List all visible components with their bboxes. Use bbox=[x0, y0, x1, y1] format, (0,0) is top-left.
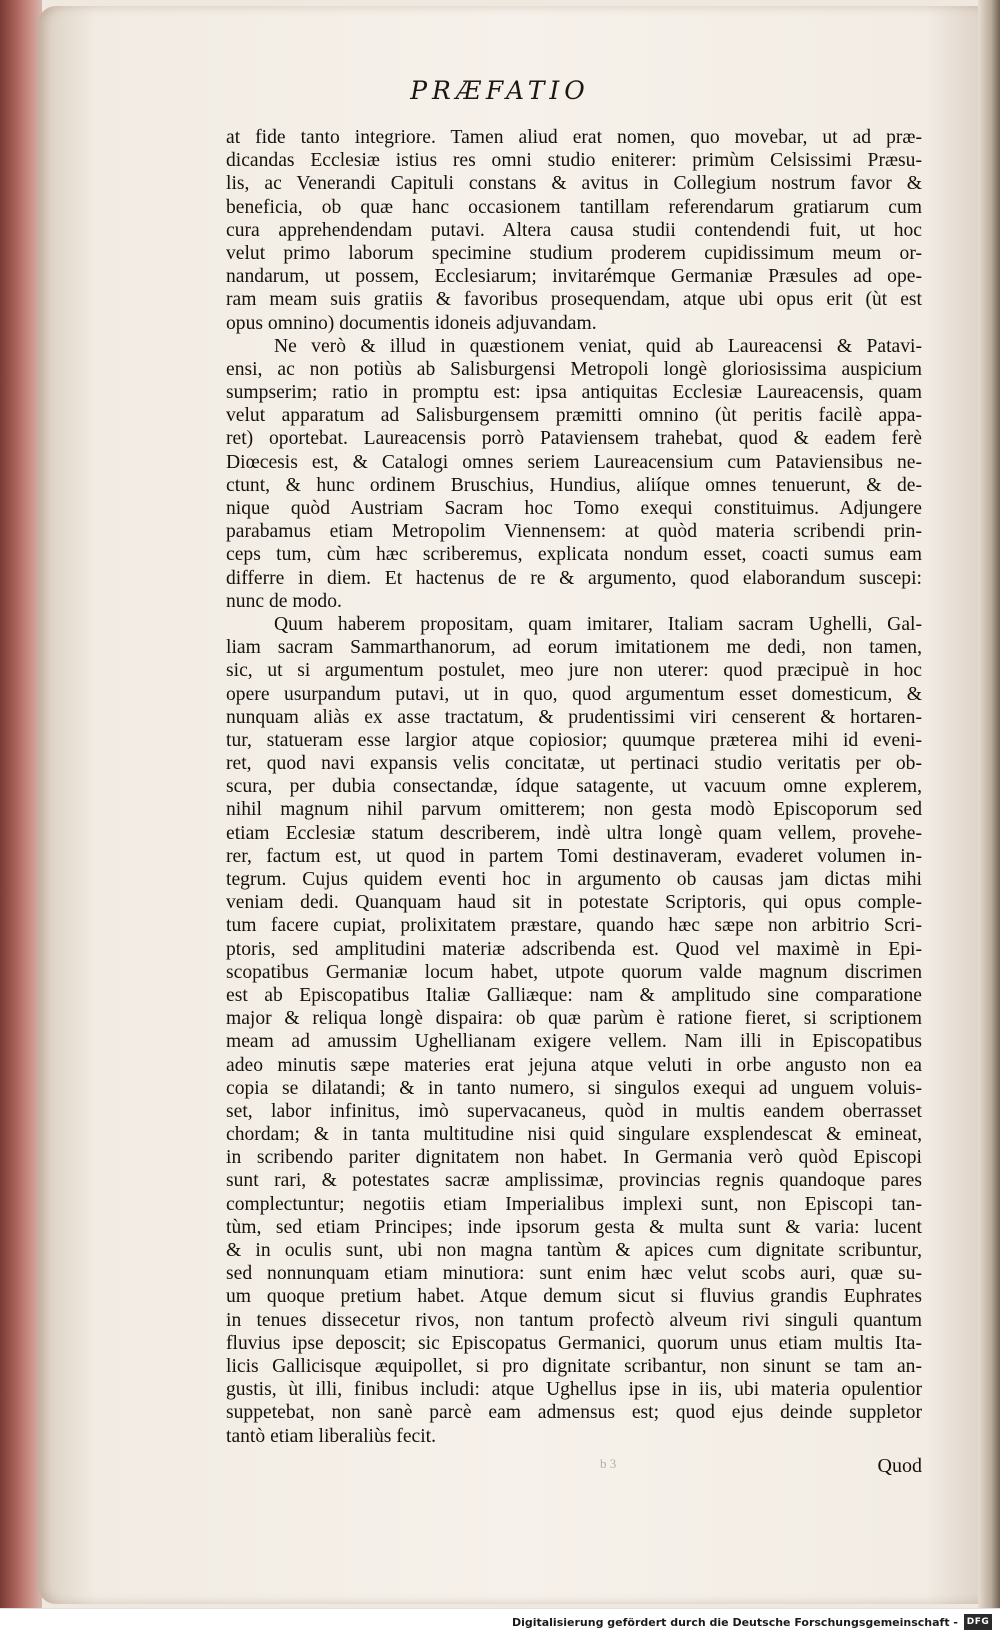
text-line: ensi, ac non potiùs ab Salisburgensi Metropoli longè gloriosissima auspicium bbox=[226, 358, 922, 380]
text-line: parabamus etiam Metropolim Viennensem: at quòd materia scribendi prin- bbox=[226, 521, 922, 543]
text-line: opere usurpandum putavi, ut in quo, quod argumentum esset domesticum, & bbox=[226, 683, 922, 705]
text-line: set, labor infinitus, imò supervacaneus, quòd in multis eandem oberrasset bbox=[226, 1100, 922, 1122]
text-line: in tenues dissecetur rivos, non tantum profectò alveum rivi singuli quantum bbox=[226, 1309, 922, 1331]
text-line: tegrum. Cujus quidem eventi hoc in argumento ob causas jam dictas mihi bbox=[226, 869, 922, 890]
text-line: scopatibus Germaniæ locum habet, utpote quorum valde magnum discrimen bbox=[226, 961, 922, 983]
text-line: est ab Episcopatibus Italiæ Galliæque: nam & amplitudo sine comparatione bbox=[226, 984, 922, 1006]
text-line: lis, ac Venerandi Capituli constans & avitus in Collegium nostrum favor & bbox=[226, 173, 922, 195]
text-line: nunc de modo. bbox=[226, 590, 342, 612]
text-line: Ne verò & illud in quæstionem veniat, quid ab Laureacensi & Patavi- bbox=[274, 335, 922, 357]
body-text bbox=[226, 126, 922, 1448]
text-line: tum facere cupiat, prolixitatem præstare, quando hæc sæpe non arbitrio Scri- bbox=[226, 915, 922, 937]
text-line: tur, statueram esse largior atque copiosior; quumque præterea mihi id eveni- bbox=[226, 729, 922, 751]
text-line: cura apprehendendam putavi. Altera causa studii contendendi fuit, ut hoc bbox=[226, 219, 922, 241]
text-line: tùm, sed etiam Principes; inde ipsorum gesta & multa sunt & varia: lucent bbox=[226, 1216, 922, 1238]
text-line: Diœcesis est, & Catalogi omnes seriem Laureacensium cum Pataviensibus ne- bbox=[226, 451, 922, 473]
text-line: etiam Ecclesiæ statum describerem, indè ultra longè quam vellem, provehe- bbox=[226, 822, 922, 844]
footer-credit: Digitalisierung gefördert durch die Deutsche Forschungsgemeinschaft - bbox=[511, 1616, 958, 1629]
running-head: PRÆFATIO bbox=[410, 76, 590, 105]
text-line: copia se dilatandi; & in tanto numero, si singulos exequi ad unguem voluis- bbox=[226, 1077, 922, 1099]
text-line: & in oculis sunt, ubi non magna tantùm & apices cum dignitate scribuntur, bbox=[226, 1240, 922, 1261]
text-line: opus omnino) documentis idoneis adjuvandam. bbox=[226, 312, 597, 334]
text-line: differre in diem. Et hactenus de re & argumento, quod elaborandum suscepi: bbox=[226, 567, 922, 589]
text-line: sumpserim; ratio in promptu est: ipsa antiquitas Ecclesiæ Laureacensis, quam bbox=[226, 382, 922, 404]
text-line: chordam; & in tanta multitudine nisi quid singulare exsplendescat & emineat, bbox=[226, 1124, 922, 1146]
text-line: nique quòd Austriam Sacram hoc Tomo exequi constituimus. Adjungere bbox=[226, 498, 922, 519]
text-line: gustis, ùt illi, finibus includi: atque Ughellus ipse in iis, ubi materia opulentior bbox=[226, 1379, 922, 1401]
text-line: nihil magnum nihil parvum omitterem; non gesta modò Episcoporum sed bbox=[226, 799, 922, 821]
book-binding-edge bbox=[0, 0, 42, 1608]
text-line: licis Gallicisque æquipollet, si pro dignitate scribantur, non sinunt se tam an- bbox=[226, 1355, 922, 1377]
text-line: ceps tum, cùm hæc scriberemus, explicata nondum esset, coacti sumus eam bbox=[226, 544, 922, 566]
text-line: tantò etiam liberaliùs fecit. bbox=[226, 1425, 437, 1447]
text-line: um quoque pretium habet. Atque demum sicut si fluvius grandis Euphrates bbox=[226, 1286, 922, 1308]
text-line: ctunt, & hunc ordinem Bruschius, Hundius, aliíque omnes tenuerunt, & de- bbox=[226, 474, 922, 496]
text-line: in scribendo pariter dignitatem non habet. In Germania verò quòd Episcopi bbox=[226, 1147, 922, 1169]
text-line: sed nonnunquam etiam minutiora: sunt enim hæc velut scobs auri, quæ su- bbox=[226, 1263, 922, 1285]
text-line: nunquam aliàs ex asse tractatum, & prudentissimi viri censerent & hortaren- bbox=[226, 706, 922, 728]
text-line: beneficia, ob quæ hanc occasionem tantillam referendarum gratiarum cum bbox=[226, 196, 922, 218]
text-line: meam ad amussim Ughellianam exigere vellem. Nam illi in Episcopatibus bbox=[226, 1031, 922, 1053]
text-line: veniam dedi. Quanquam haud sit in potestate Scriptoris, qui opus comple- bbox=[226, 892, 922, 914]
text-line: ram meam suis gratiis & favoribus prosequendam, atque ubi opus erit (ùt est bbox=[226, 289, 922, 311]
text-line: sic, ut si argumentum postulet, meo jure non uterer: quod præcipuè in hoc bbox=[226, 660, 922, 682]
signature-mark: b 3 bbox=[600, 1456, 617, 1471]
dfg-logo: DFG bbox=[964, 1614, 992, 1630]
text-line: ptoris, sed amplitudini materiæ adscribenda est. Quod vel maximè in Epi- bbox=[226, 938, 922, 960]
text-line: rer, factum est, ut quod in partem Tomi destinaveram, evaderet volumen in- bbox=[226, 845, 922, 867]
catchword: Quod bbox=[877, 1455, 922, 1477]
text-line: sunt rari, & potestates sacræ amplissimæ, provincias regnis quandoque pares bbox=[226, 1170, 922, 1192]
text-line: velut primo laborum specimine studium proderem cupidissimum meum or- bbox=[226, 242, 922, 264]
text-line: major & reliqua longè dispaira: ob quæ parùm è ratione fieret, si scriptionem bbox=[226, 1008, 922, 1030]
text-line: complectuntur; negotiis etiam Imperialibus implexi sunt, non Episcopi tan- bbox=[226, 1193, 922, 1215]
text-line: liam sacram Sammarthanorum, ad eorum imitationem me dedi, non tamen, bbox=[226, 637, 922, 659]
text-line: fluvius ipse deposcit; sic Episcopatus Germanici, quorum unus etiam multis Ita- bbox=[226, 1332, 922, 1354]
text-line: ret, quod navi expansis velis concitatæ, ut pertinaci studio veritatis per ob- bbox=[226, 753, 922, 775]
text-line: adeo minutis sæpe materies erat jejuna atque veluti in orbe angusto non ea bbox=[226, 1054, 922, 1076]
text-line: suppetebat, non sanè parcè eam admensus est; quod ejus deinde suppletor bbox=[226, 1402, 922, 1424]
text-line: dicandas Ecclesiæ istius res omni studio eniterer: primùm Celsissimi Præsu- bbox=[226, 150, 922, 172]
text-line: velut apparatum ad Salisburgensem præmitti omnino (ùt peritis facilè appa- bbox=[226, 405, 922, 427]
text-line: scura, per dubia consectandæ, ídque satagente, ut vacuum omne explerem, bbox=[226, 776, 922, 798]
text-line: ret) oportebat. Laureacensis porrò Pataviensem trahebat, quod & eadem ferè bbox=[226, 428, 922, 450]
page-fore-edge bbox=[978, 0, 1000, 1608]
digitization-footer bbox=[0, 1608, 1000, 1638]
text-line: Quum haberem propositam, quam imitarer, Italiam sacram Ughelli, Gal- bbox=[274, 613, 922, 635]
text-line: at fide tanto integriore. Tamen aliud erat nomen, quo movebar, ut ad præ- bbox=[226, 127, 922, 148]
text-line: nandarum, ut possem, Ecclesiarum; invitarémque Germaniæ Præsules ad ope- bbox=[226, 266, 922, 288]
